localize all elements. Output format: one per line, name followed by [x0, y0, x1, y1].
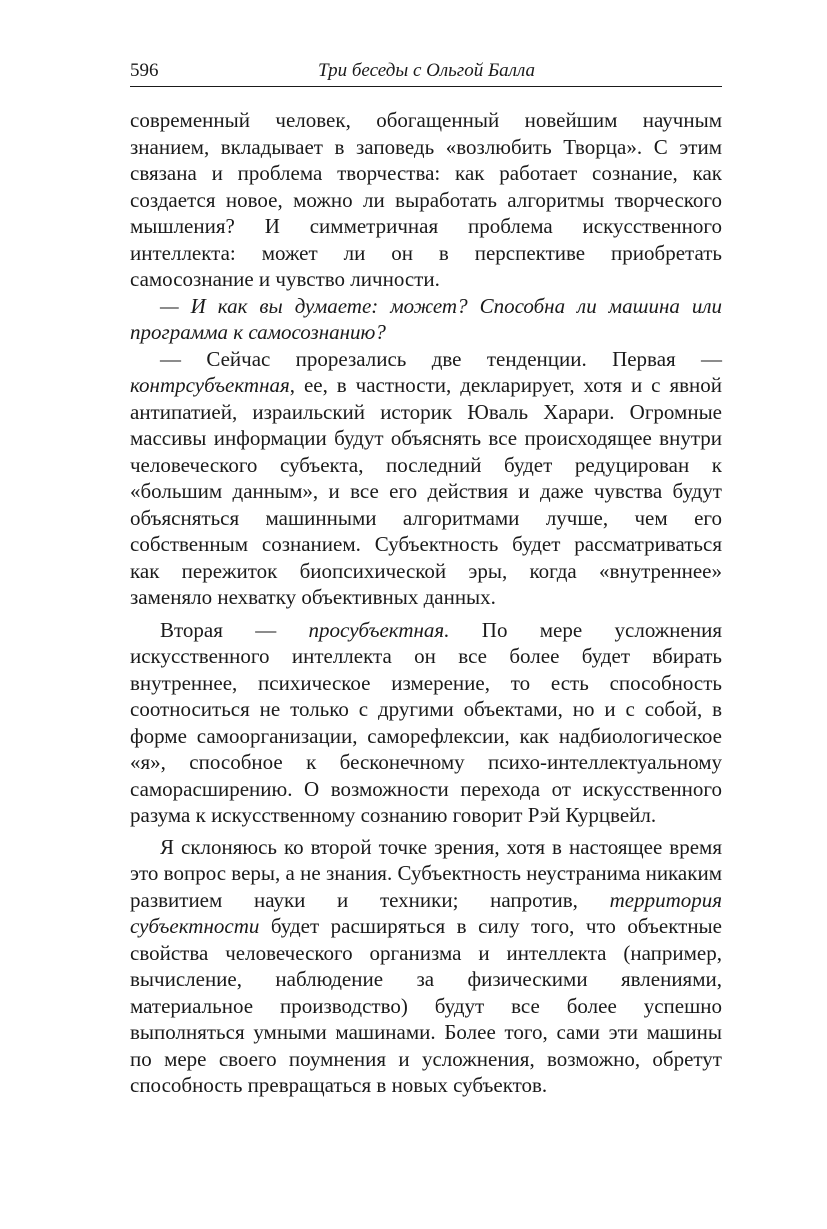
book-page — [130, 58, 722, 1099]
paragraph-4 — [130, 617, 722, 829]
running-title: Три беседы с Ольгой Балла — [318, 60, 535, 81]
body-text — [130, 107, 722, 1099]
question-text: — И как вы думаете: может? Способна ли машина или программа к самосознанию? — [130, 293, 722, 344]
paragraph-3 — [130, 346, 722, 611]
running-head — [130, 58, 722, 87]
paragraph-3-end: , ее, в частности, декларирует, хотя и с явной антипатией, израильский историк Юваль Харари. Огромные массивы информации будут объяснять все происходящее внутри человеческого субъекта, последний будет редуцирован к «большим данным», и все его действия и даже чувства будут объясняться машинными алгоритмами лучше, чем его собственным сознанием. Субъектность будет рассматриваться как пережиток биопсихической эры, когда «внутреннее» заменяло нехватку объективных данных. — [130, 373, 722, 609]
paragraph-5 — [130, 834, 722, 1099]
term-territoriya-subektnosti: территория субъектности — [130, 887, 722, 938]
paragraph-3-start: — Сейчас прорезались две тенденции. Первая — — [160, 346, 722, 371]
paragraph-5-end: будет расширяться в силу того, что объектные свойства человеческого организма и интеллекта (например, вычисление, наблюдение за физическими явлениями, материальное производство) будут все более успешно выполняться умными машинами. Более того, сами эти машины по мере своего поумнения и усложнения, возможно, обретут способность превращаться в новых субъектов. — [130, 914, 722, 1097]
paragraph-4-start: Вторая — — [160, 617, 309, 642]
paragraph-2-question — [130, 293, 722, 346]
paragraph-4-end: По мере усложнения искусственного интеллекта он все более будет вбирать внутреннее, психическое измерение, то есть способность соотноситься не только с другими объектами, но и с собой, в форме самоорганизации, саморефлексии, как надбиологическое «я», способное к бесконечному психо-интеллектуальному саморасширению. О возможности перехода от искусственного разума к искусственному сознанию говорит Рэй Курцвейл. — [130, 617, 723, 827]
paragraph-5-start: Я склоняюсь ко второй точке зрения, хотя в настоящее время это вопрос веры, а не знания. Субъектность неустранима никаким развитием науки и техники; напротив, — [130, 834, 722, 912]
paragraph-1: современный человек, обогащенный новейшим научным знанием, вкладывает в заповедь «возлюбить Творца». С этим связана и проблема творчества: как работает сознание, как создается новое, можно ли выработать алгоритмы творческого мышления? И симметричная проблема искусственного интеллекта: может ли он в перспективе приобретать самосознание и чувство личности. — [130, 108, 722, 291]
term-prosubektnaya: просубъектная. — [308, 617, 450, 642]
page-number: 596 — [130, 60, 159, 81]
term-kontrsubektnaya: контрсубъектная — [130, 373, 290, 397]
